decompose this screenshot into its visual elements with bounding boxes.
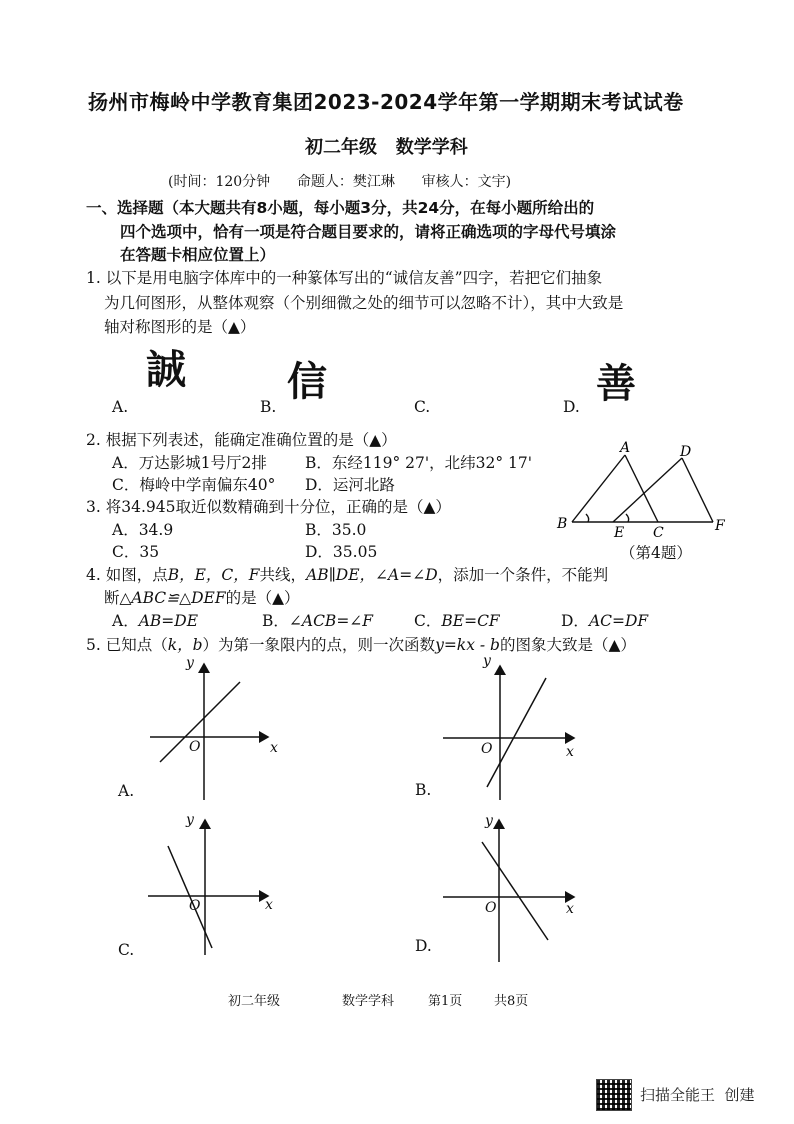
section-heading-line2: 四个选项中，恰有一项是符合题目要求的，请将正确选项的字母代号填涂 [120, 223, 617, 241]
graph-a-origin: O [189, 739, 201, 755]
q4-stem-text-a: 4. 如图，点 [86, 566, 168, 584]
exam-meta: (时间：120分钟 命题人：樊江琳 审核人：文宇) [168, 174, 512, 190]
q4-stem-text-f: 的是（▲） [225, 589, 300, 607]
q2-option-b: B．东经119° 27'，北纬32° 17' [305, 454, 533, 472]
section-heading-line3: 在答题卡相应位置上） [120, 246, 276, 264]
graph-b-y-label: y [483, 653, 491, 669]
q1-stem-line2: 为几何图形，从整体观察（个别细微之处的细节可以忽略不计），其中大致是 [104, 294, 624, 312]
q1-option-a: A. [112, 398, 129, 416]
q3-option-d: D．35.05 [305, 543, 378, 561]
graph-b-x-label: x [566, 744, 574, 760]
footer-total: 共8页 [494, 994, 529, 1009]
q4-stem-congruence: △ABC≌△DEF [119, 589, 226, 607]
footer-subject: 数学学科 [342, 994, 395, 1009]
segment-ab [572, 455, 625, 522]
q3-option-a: A．34.9 [112, 521, 174, 539]
q3-stem: 3. 将34.945取近似数精确到十分位，正确的是（▲） [86, 498, 451, 516]
q3-option-c: C．35 [112, 543, 160, 561]
q4-option-a-text: AB=DE [138, 612, 199, 630]
graph-a-y-label: y [186, 655, 194, 671]
section-heading-line1: 一、选择题（本大题共有8小题，每小题3分，共24分，在每小题所给出的 [86, 199, 595, 217]
q1-option-d: D. [563, 398, 580, 416]
qr-code-icon [596, 1079, 632, 1111]
q1-option-b: B. [260, 398, 277, 416]
q2-option-a: A．万达影城1号厅2排 [112, 454, 267, 472]
footer-page: 第1页 [428, 994, 463, 1009]
q5-option-d: D. [415, 937, 432, 955]
q1-option-c: C. [414, 398, 431, 416]
q4-option-d-text: AC=DF [588, 612, 649, 630]
q4-stem-text-d: ，添加一个条件，不能判 [437, 566, 609, 584]
graph-a-line [160, 682, 240, 762]
angle-mark-e [626, 514, 629, 522]
q4-option-c-prefix: C． [414, 612, 442, 630]
label-c: C [653, 525, 664, 541]
q4-stem-text-b: 共线， [259, 566, 307, 584]
q4-stem-condition: AB∥DE，∠A=∠D [306, 566, 438, 584]
q4-option-c-text: BE=CF [441, 612, 500, 630]
q5-stem [86, 633, 636, 655]
graph-c-x-label: x [265, 897, 273, 913]
graph-c-line [168, 846, 212, 948]
angle-mark-b [586, 514, 589, 522]
segment-df [682, 458, 713, 522]
graph-a-x-label: x [270, 740, 278, 756]
q4-stem-line2 [104, 586, 300, 608]
q2-stem: 2. 根据下列表述，能确定准确位置的是（▲） [86, 431, 397, 449]
label-e: E [614, 525, 625, 541]
q4-option-d [561, 609, 648, 631]
graph-d-line [482, 842, 548, 940]
q3-option-b: B．35.0 [305, 521, 367, 539]
label-a: A [620, 440, 631, 456]
scanner-brand-label: 扫描全能王 创建 [640, 1086, 755, 1104]
q5-option-c: C. [118, 941, 135, 959]
q1-stem-line3: 轴对称图形的是（▲） [104, 318, 256, 336]
label-d: D [680, 444, 692, 460]
q5-option-b: B. [415, 781, 432, 799]
q5-stem-text-b: ）为第一象限内的点，则一次函数 [202, 636, 436, 654]
q5-option-a: A. [118, 782, 135, 800]
exam-title: 扬州市梅岭中学教育集团2023-2024学年第一学期期末考试试卷 [88, 90, 684, 114]
q4-option-b-text: ∠ACB=∠F [288, 612, 374, 630]
q5-stem-function: y=kx - b [435, 636, 500, 654]
q4-stem-points: B，E，C，F [167, 566, 260, 584]
graph-d-x-label: x [566, 901, 574, 917]
q4-figure-caption: （第4题） [620, 544, 692, 562]
q4-stem-text-e: 断 [104, 589, 120, 607]
graph-c-y-label: y [186, 812, 194, 828]
segment-ed [613, 458, 682, 522]
q5-stem-text-a: 5. 已知点（ [86, 636, 168, 654]
q4-option-b [262, 609, 373, 631]
q4-option-a [112, 609, 198, 631]
graph-c-origin: O [189, 898, 201, 914]
q4-option-a-prefix: A． [112, 612, 139, 630]
graph-d-y-label: y [485, 813, 493, 829]
q5-stem-text-c: 的图象大致是（▲） [499, 636, 636, 654]
footer-grade: 初二年级 [228, 994, 281, 1009]
q4-option-c [414, 609, 500, 631]
graph-b-origin: O [481, 741, 493, 757]
label-f: F [715, 518, 725, 534]
q1-seal-glyph-d: 善 [596, 360, 636, 407]
q1-seal-glyph-a: 誠 [146, 346, 186, 393]
q1-seal-glyph-b: 信 [287, 358, 327, 405]
label-b: B [557, 516, 568, 532]
q4-option-d-prefix: D． [561, 612, 589, 630]
q1-stem-line1: 1. 以下是用电脑字体库中的一种篆体写出的“诚信友善”四字，若把它们抽象 [86, 269, 603, 287]
segment-ac [625, 455, 658, 522]
q2-option-c: C．梅岭中学南偏东40° [112, 476, 276, 494]
q5-stem-kb: k，b [167, 636, 203, 654]
q2-option-d: D．运河北路 [305, 476, 395, 494]
graph-d-origin: O [485, 900, 497, 916]
q4-stem-line1 [86, 563, 608, 585]
q4-option-b-prefix: B． [262, 612, 289, 630]
grade-subject: 初二年级 数学学科 [305, 137, 468, 158]
graph-b-line [487, 678, 546, 787]
